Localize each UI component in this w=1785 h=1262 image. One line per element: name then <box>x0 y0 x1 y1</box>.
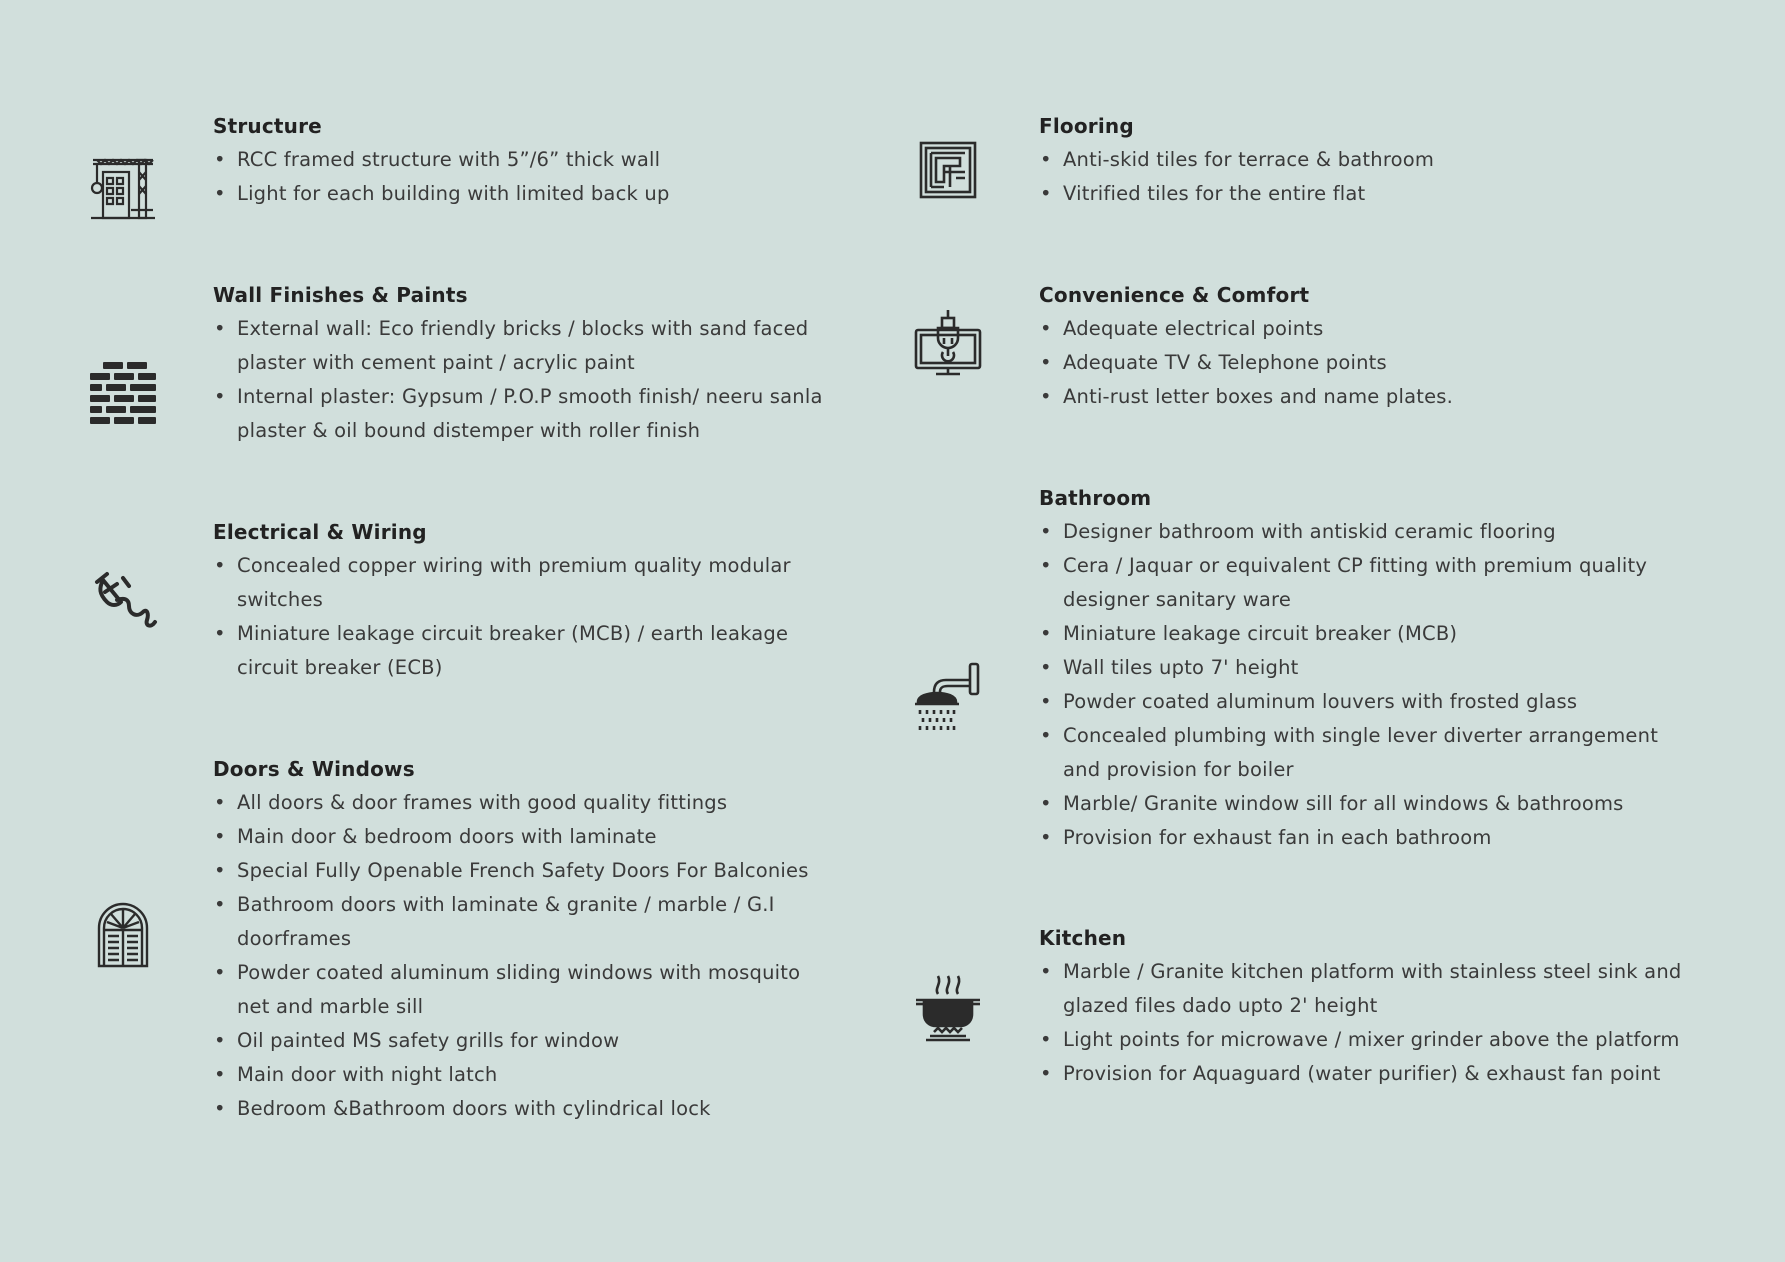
section-structure <box>213 109 833 211</box>
item-list <box>213 143 833 211</box>
section-title: Electrical & Wiring <box>213 520 427 544</box>
arched-window-icon <box>87 898 159 970</box>
item-list <box>1039 312 1699 414</box>
section-kitchen <box>1039 921 1699 1091</box>
item-list <box>213 549 833 685</box>
section-title: Flooring <box>1039 114 1134 138</box>
section-doors-windows <box>213 752 833 1126</box>
list-item: • Concealed plumbing with single lever diverter arrangement and provision for boiler <box>1039 719 1699 787</box>
section-bathroom <box>1039 481 1699 855</box>
section-title: Convenience & Comfort <box>1039 283 1310 307</box>
list-item: • Vitrified tiles for the entire flat <box>1039 177 1699 211</box>
list-item: • Adequate electrical points <box>1039 312 1699 346</box>
section-convenience <box>1039 278 1699 414</box>
list-item: • Provision for exhaust fan in each bathroom <box>1039 821 1699 855</box>
list-item: • Adequate TV & Telephone points <box>1039 346 1699 380</box>
list-item: • Concealed copper wiring with premium quality modular switches <box>213 549 833 617</box>
electric-plug-icon <box>87 564 159 636</box>
list-item: • Marble/ Granite window sill for all windows & bathrooms <box>1039 787 1699 821</box>
list-item: • All doors & door frames with good quality fittings <box>213 786 833 820</box>
list-item: • Main door with night latch <box>213 1058 833 1092</box>
list-item: • Powder coated aluminum sliding windows with mosquito net and marble sill <box>213 956 833 1024</box>
list-item: • Main door & bedroom doors with laminate <box>213 820 833 854</box>
list-item: • Light for each building with limited back up <box>213 177 833 211</box>
item-list <box>213 312 833 448</box>
list-item: • Powder coated aluminum louvers with frosted glass <box>1039 685 1699 719</box>
list-item: • Special Fully Openable French Safety Doors For Balconies <box>213 854 833 888</box>
list-item: • External wall: Eco friendly bricks / blocks with sand faced plaster with cement paint / acrylic paint <box>213 312 833 380</box>
list-item: • Anti-skid tiles for terrace & bathroom <box>1039 143 1699 177</box>
section-flooring <box>1039 109 1699 211</box>
list-item: • Designer bathroom with antiskid ceramic flooring <box>1039 515 1699 549</box>
section-title: Doors & Windows <box>213 757 415 781</box>
list-item: • Cera / Jaquar or equivalent CP fitting with premium quality designer sanitary ware <box>1039 549 1699 617</box>
list-item: • Miniature leakage circuit breaker (MCB) <box>1039 617 1699 651</box>
section-title: Kitchen <box>1039 926 1127 950</box>
list-item: • Wall tiles upto 7' height <box>1039 651 1699 685</box>
list-item: • Anti-rust letter boxes and name plates. <box>1039 380 1699 414</box>
cooking-pot-icon <box>912 970 984 1042</box>
list-item: • Provision for Aquaguard (water purifier) & exhaust fan point <box>1039 1057 1699 1091</box>
list-item: • Marble / Granite kitchen platform with stainless steel sink and glazed files dado upto 2' height <box>1039 955 1699 1023</box>
section-title: Structure <box>213 114 322 138</box>
section-electrical <box>213 515 833 685</box>
list-item: • RCC framed structure with 5”/6” thick wall <box>213 143 833 177</box>
brick-wall-icon <box>87 358 159 430</box>
shower-icon <box>912 662 984 734</box>
list-item: • Bathroom doors with laminate & granite / marble / G.I doorframes <box>213 888 833 956</box>
item-list <box>1039 955 1699 1091</box>
construction-crane-icon <box>87 152 159 224</box>
list-item: • Bedroom &Bathroom doors with cylindrical lock <box>213 1092 833 1126</box>
section-title: Wall Finishes & Paints <box>213 283 468 307</box>
list-item: • Miniature leakage circuit breaker (MCB) / earth leakage circuit breaker (ECB) <box>213 617 833 685</box>
section-title: Bathroom <box>1039 486 1152 510</box>
list-item: • Light points for microwave / mixer grinder above the platform <box>1039 1023 1699 1057</box>
parquet-tiles-icon <box>912 134 984 206</box>
item-list <box>1039 515 1699 855</box>
item-list <box>1039 143 1699 211</box>
list-item: • Internal plaster: Gypsum / P.O.P smooth finish/ neeru sanla plaster & oil bound distemper with roller finish <box>213 380 833 448</box>
section-wall-finishes <box>213 278 833 448</box>
tv-plug-icon <box>912 308 984 380</box>
item-list <box>213 786 833 1126</box>
list-item: • Oil painted MS safety grills for window <box>213 1024 833 1058</box>
